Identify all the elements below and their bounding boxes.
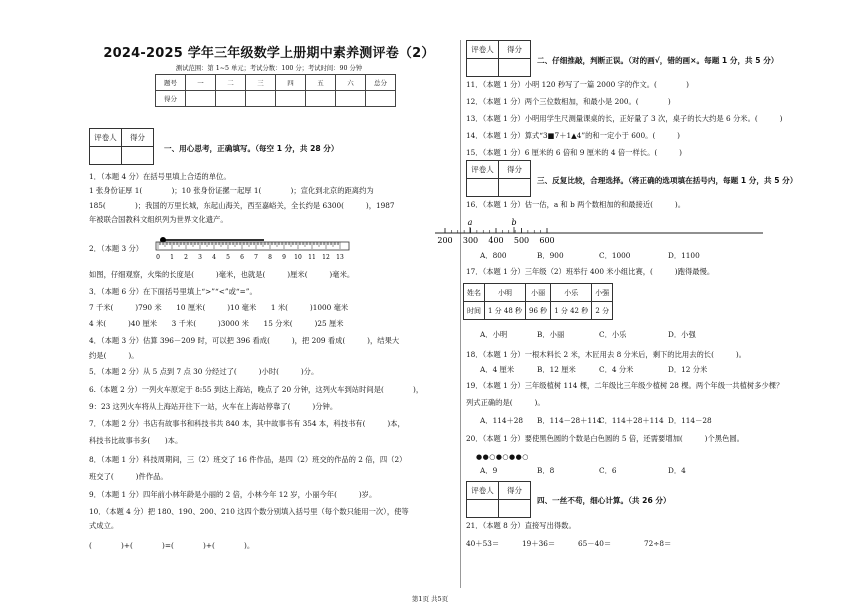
- question-line: 列式正确的是( )。: [466, 398, 545, 407]
- ruler-body: [156, 242, 349, 250]
- question-line: 4 米( )40 厘米 3 千米( )3000 米 15 分米( )25 厘米: [89, 319, 344, 328]
- ruler-tick-label: 5: [226, 254, 230, 261]
- ruler-tick-label: 9: [282, 254, 286, 261]
- q17-header: 小强: [592, 284, 613, 302]
- question-line: 17．（本题 1 分）三年级（2）班举行 400 米小组比赛，( )跑得最慢。: [466, 267, 715, 276]
- q18-opts-option: B．12 厘米: [537, 365, 576, 374]
- ruler-tick-label: 7: [254, 254, 258, 261]
- q17-cell: 2 分: [592, 302, 613, 320]
- score-header: 三: [246, 75, 276, 91]
- number-line-marker-a: a: [467, 218, 473, 227]
- q17-cell: 时间: [464, 302, 485, 320]
- q21-item: 19＋36＝: [522, 539, 556, 548]
- question-line: ( )+( )=( )+( )。: [89, 541, 255, 550]
- q17-header: 小乐: [551, 284, 592, 302]
- question-line: 5．（本题 2 分）从 5 点到 7 点 30 分经过了( )小时( )分。: [89, 367, 319, 376]
- score-header: 题号: [156, 75, 186, 91]
- question-line: 15．（本题 1 分）6 厘米的 6 倍和 9 厘米的 4 倍一样长。( ): [466, 148, 682, 157]
- score-header: 二: [216, 75, 246, 91]
- q16-opts-option: D．1100: [668, 251, 700, 260]
- ruler-tick-label: 0: [156, 254, 160, 261]
- q17-cell: 1 分 42 秒: [551, 302, 592, 320]
- page-footer: 第1页 共5页: [411, 595, 449, 603]
- q16-opts-option: C．1000: [599, 251, 631, 260]
- question-line: 科技书比故事书多( )本。: [89, 436, 183, 445]
- q19-opts-option: D．114－28: [668, 416, 712, 425]
- question-line: 9．（本题 1 分）四年前小林年龄是小丽的 2 倍，小林今年 12 岁，小丽今年( )岁。: [89, 490, 377, 499]
- question-line: 14．（本题 1 分）算式“3■7＋1▲4”的和一定小于 600。( ): [466, 131, 681, 140]
- ruler-tick-label: 8: [268, 254, 272, 261]
- q17-cell: 96 秒: [526, 302, 551, 320]
- grader-score: 得分: [122, 129, 154, 147]
- score-cell: [246, 91, 276, 107]
- score-cell: [186, 91, 216, 107]
- grader-box-1: [89, 128, 154, 165]
- q17-header: 小明: [485, 284, 526, 302]
- question-line: 3．（本题 6 分）在下面括号里填上“>”“<”或“=”。: [89, 287, 257, 296]
- question-line: 年被联合国教科文组织列为世界文化遗产。: [89, 215, 228, 224]
- question-line: 10．（本题 4 分）把 180、190、200、210 这四个数分别填入括号里（每个数只能用一次），使等: [89, 507, 409, 516]
- question-line: 2．（本题 3 分）: [89, 244, 144, 253]
- score-cell: [216, 91, 246, 107]
- grader-box-3: 评卷人 得分: [466, 160, 531, 197]
- question-line: 16．（本题 1 分）估一估，a 和 b 两个数相加的和最接近( )。: [466, 200, 686, 209]
- section-4-heading: 四、一丝不苟，细心计算。（共 26 分）: [537, 496, 671, 505]
- question-line: 如图，仔细观察，火柴的长度是( )毫米，也就是( )厘米( )毫米。: [89, 270, 355, 279]
- q21-item: 40＋53＝: [466, 539, 500, 548]
- question-line: 11．（本题 1 分）小明 120 秒写了一篇 2000 字的作文。( ): [466, 80, 689, 89]
- score-header: 总分: [366, 75, 396, 91]
- q17-opts-option: A．小明: [480, 330, 508, 339]
- q20-opts-option: D．4: [668, 466, 686, 475]
- ruler-tick-label: 10: [294, 254, 302, 261]
- q17-header: 姓名: [464, 284, 485, 302]
- q18-opts-option: D．12 分米: [668, 365, 708, 374]
- question-line: 约是( )。: [89, 351, 139, 360]
- q16-opts-option: A．800: [480, 251, 507, 260]
- q17-opts-option: C．小乐: [599, 330, 627, 339]
- q18-opts-option: C．4 分米: [599, 365, 634, 374]
- q20-circles: ●●○●○●●○: [476, 453, 529, 461]
- question-line: 185( )；我国的万里长城，东起山海关，西至嘉峪关，全长约是 6300( )，1987: [89, 201, 395, 210]
- test-scope: 测试范围：第 1~5 单元；考试分数：100 分；考试时间：90 分钟: [175, 65, 363, 72]
- question-line: 19．（本题 1 分）三年级植树 114 棵，二年级比三年级少植树 28 棵。两个年级一共植树多少棵？: [466, 381, 784, 390]
- page-title: 2024-2025 学年三年级数学上册期中素养测评卷（2）: [103, 46, 435, 61]
- question-line: 6.（本题 2 分）一列火车原定于 8:55 到达上海站，晚点了 20 分钟，这列火车到站时间是( )，: [89, 385, 424, 394]
- ruler-tick-label: 6: [240, 254, 244, 261]
- question-line: 21．（本题 8 分）直接写出得数。: [466, 521, 576, 530]
- q21-item: 72÷8＝: [644, 539, 672, 548]
- number-line-label: 500: [513, 236, 530, 245]
- question-line: 18．（本题 1 分）一根木料长 2 米，木匠用去 8 分米后，剩下的比用去的长( )。: [466, 350, 746, 359]
- grader-box-4: 评卷人 得分: [466, 481, 531, 518]
- question-line: 式成立。: [89, 521, 119, 530]
- score-header: 五: [306, 75, 336, 91]
- score-header: 四: [276, 75, 306, 91]
- number-line-label: 600: [539, 236, 555, 245]
- ruler-tick-label: 2: [184, 254, 188, 261]
- question-line: 13．（本题 1 分）小明用学生尺测量课桌的长，正好量了 3 次，桌子的长大约是 6 分米。( ): [466, 114, 783, 123]
- score-table: [155, 74, 396, 107]
- question-line: 4．（本题 3 分）估算 396－209 时，可以把 396 看成( )，把 209 看成( )，结果大: [89, 336, 400, 345]
- q17-header: 小丽: [526, 284, 551, 302]
- q21-item: 65－40＝: [578, 539, 612, 548]
- question-line: 12．（本题 1 分）两个三位数相加，和最小是 200。( ): [466, 97, 671, 106]
- ruler-tick-label: 12: [322, 254, 330, 261]
- q20-opts-option: C．6: [599, 466, 617, 475]
- ruler-tick-label: 3: [198, 254, 202, 261]
- ruler-tick-label: 1: [170, 254, 174, 261]
- section-1-heading: 一、用心思考，正确填写。（每空 1 分，共 28 分）: [164, 144, 339, 153]
- ruler-tick-label: 13: [336, 254, 344, 261]
- question-line: 1．（本题 4 分）在括号里填上合适的单位。: [89, 172, 231, 181]
- q17-table: [463, 283, 613, 320]
- column-divider: [460, 40, 461, 588]
- grader-box-2: 评卷人 得分: [466, 40, 531, 77]
- q17-opts-option: B．小丽: [537, 330, 565, 339]
- q18-opts-option: A．4 厘米: [480, 365, 515, 374]
- number-line-label: 300: [462, 236, 479, 245]
- question-line: 7．（本题 2 分）书店有故事书和科技书共 840 本，其中故事书有 354 本，科技书有( )本，: [89, 419, 405, 428]
- section-3-heading: 三、反复比较，合理选择。（将正确的选项填在括号内，每题 1 分，共 5 分）: [537, 176, 798, 185]
- question-line: 9：23 这列火车将从上海站开往下一站，火车在上海站停靠了( )分钟。: [89, 402, 338, 411]
- number-line-marker-b: b: [511, 218, 517, 227]
- q20-opts-option: A．9: [480, 466, 498, 475]
- score-cell: 得分: [156, 91, 186, 107]
- section-2-heading: 二、仔细推敲，判断正误。（对的画√，错的画×。每题 1 分，共 5 分）: [537, 56, 779, 65]
- score-cell: [276, 91, 306, 107]
- score-header: 一: [186, 75, 216, 91]
- question-line: 7 千米( )790 米 10 厘米( )10 毫米 1 米( )1000 毫米: [89, 303, 349, 312]
- q19-opts-option: B．114－28＋114: [537, 416, 602, 425]
- grader-label: 评卷人: [90, 129, 122, 147]
- question-line: 班交了( )件作品。: [89, 472, 168, 481]
- score-cell: [336, 91, 366, 107]
- q17-opts-option: D．小强: [668, 330, 696, 339]
- ruler-tick-label: 11: [308, 254, 316, 261]
- q17-cell: 1 分 48 秒: [485, 302, 526, 320]
- matchstick-ruler: [154, 235, 354, 261]
- q19-opts-option: C．114＋28＋114: [599, 416, 664, 425]
- question-line: 1 张身份证厚 1( )；10 张身份证摞一起厚 1( )；宣化到北京的距离约为: [89, 186, 374, 195]
- number-line-label: 200: [437, 236, 453, 245]
- question-line: 20．（本题 1 分）要使黑色圆的个数是白色圆的 5 倍，还需要增加( )个黑色圆。: [466, 434, 744, 443]
- ruler-tick-label: 4: [212, 254, 216, 261]
- score-cell: [366, 91, 396, 107]
- question-line: 8．（本题 1 分）科技周期间，三（2）班交了 16 件作品，是四（2）班交的作品的 2 倍，四（2）: [89, 455, 407, 464]
- number-line: [435, 215, 775, 245]
- score-cell: [306, 91, 336, 107]
- number-line-label: 400: [488, 236, 504, 245]
- q19-opts-option: A．114＋28: [480, 416, 524, 425]
- score-header: 六: [336, 75, 366, 91]
- q16-opts-option: B．900: [537, 251, 564, 260]
- q20-opts-option: B．8: [537, 466, 555, 475]
